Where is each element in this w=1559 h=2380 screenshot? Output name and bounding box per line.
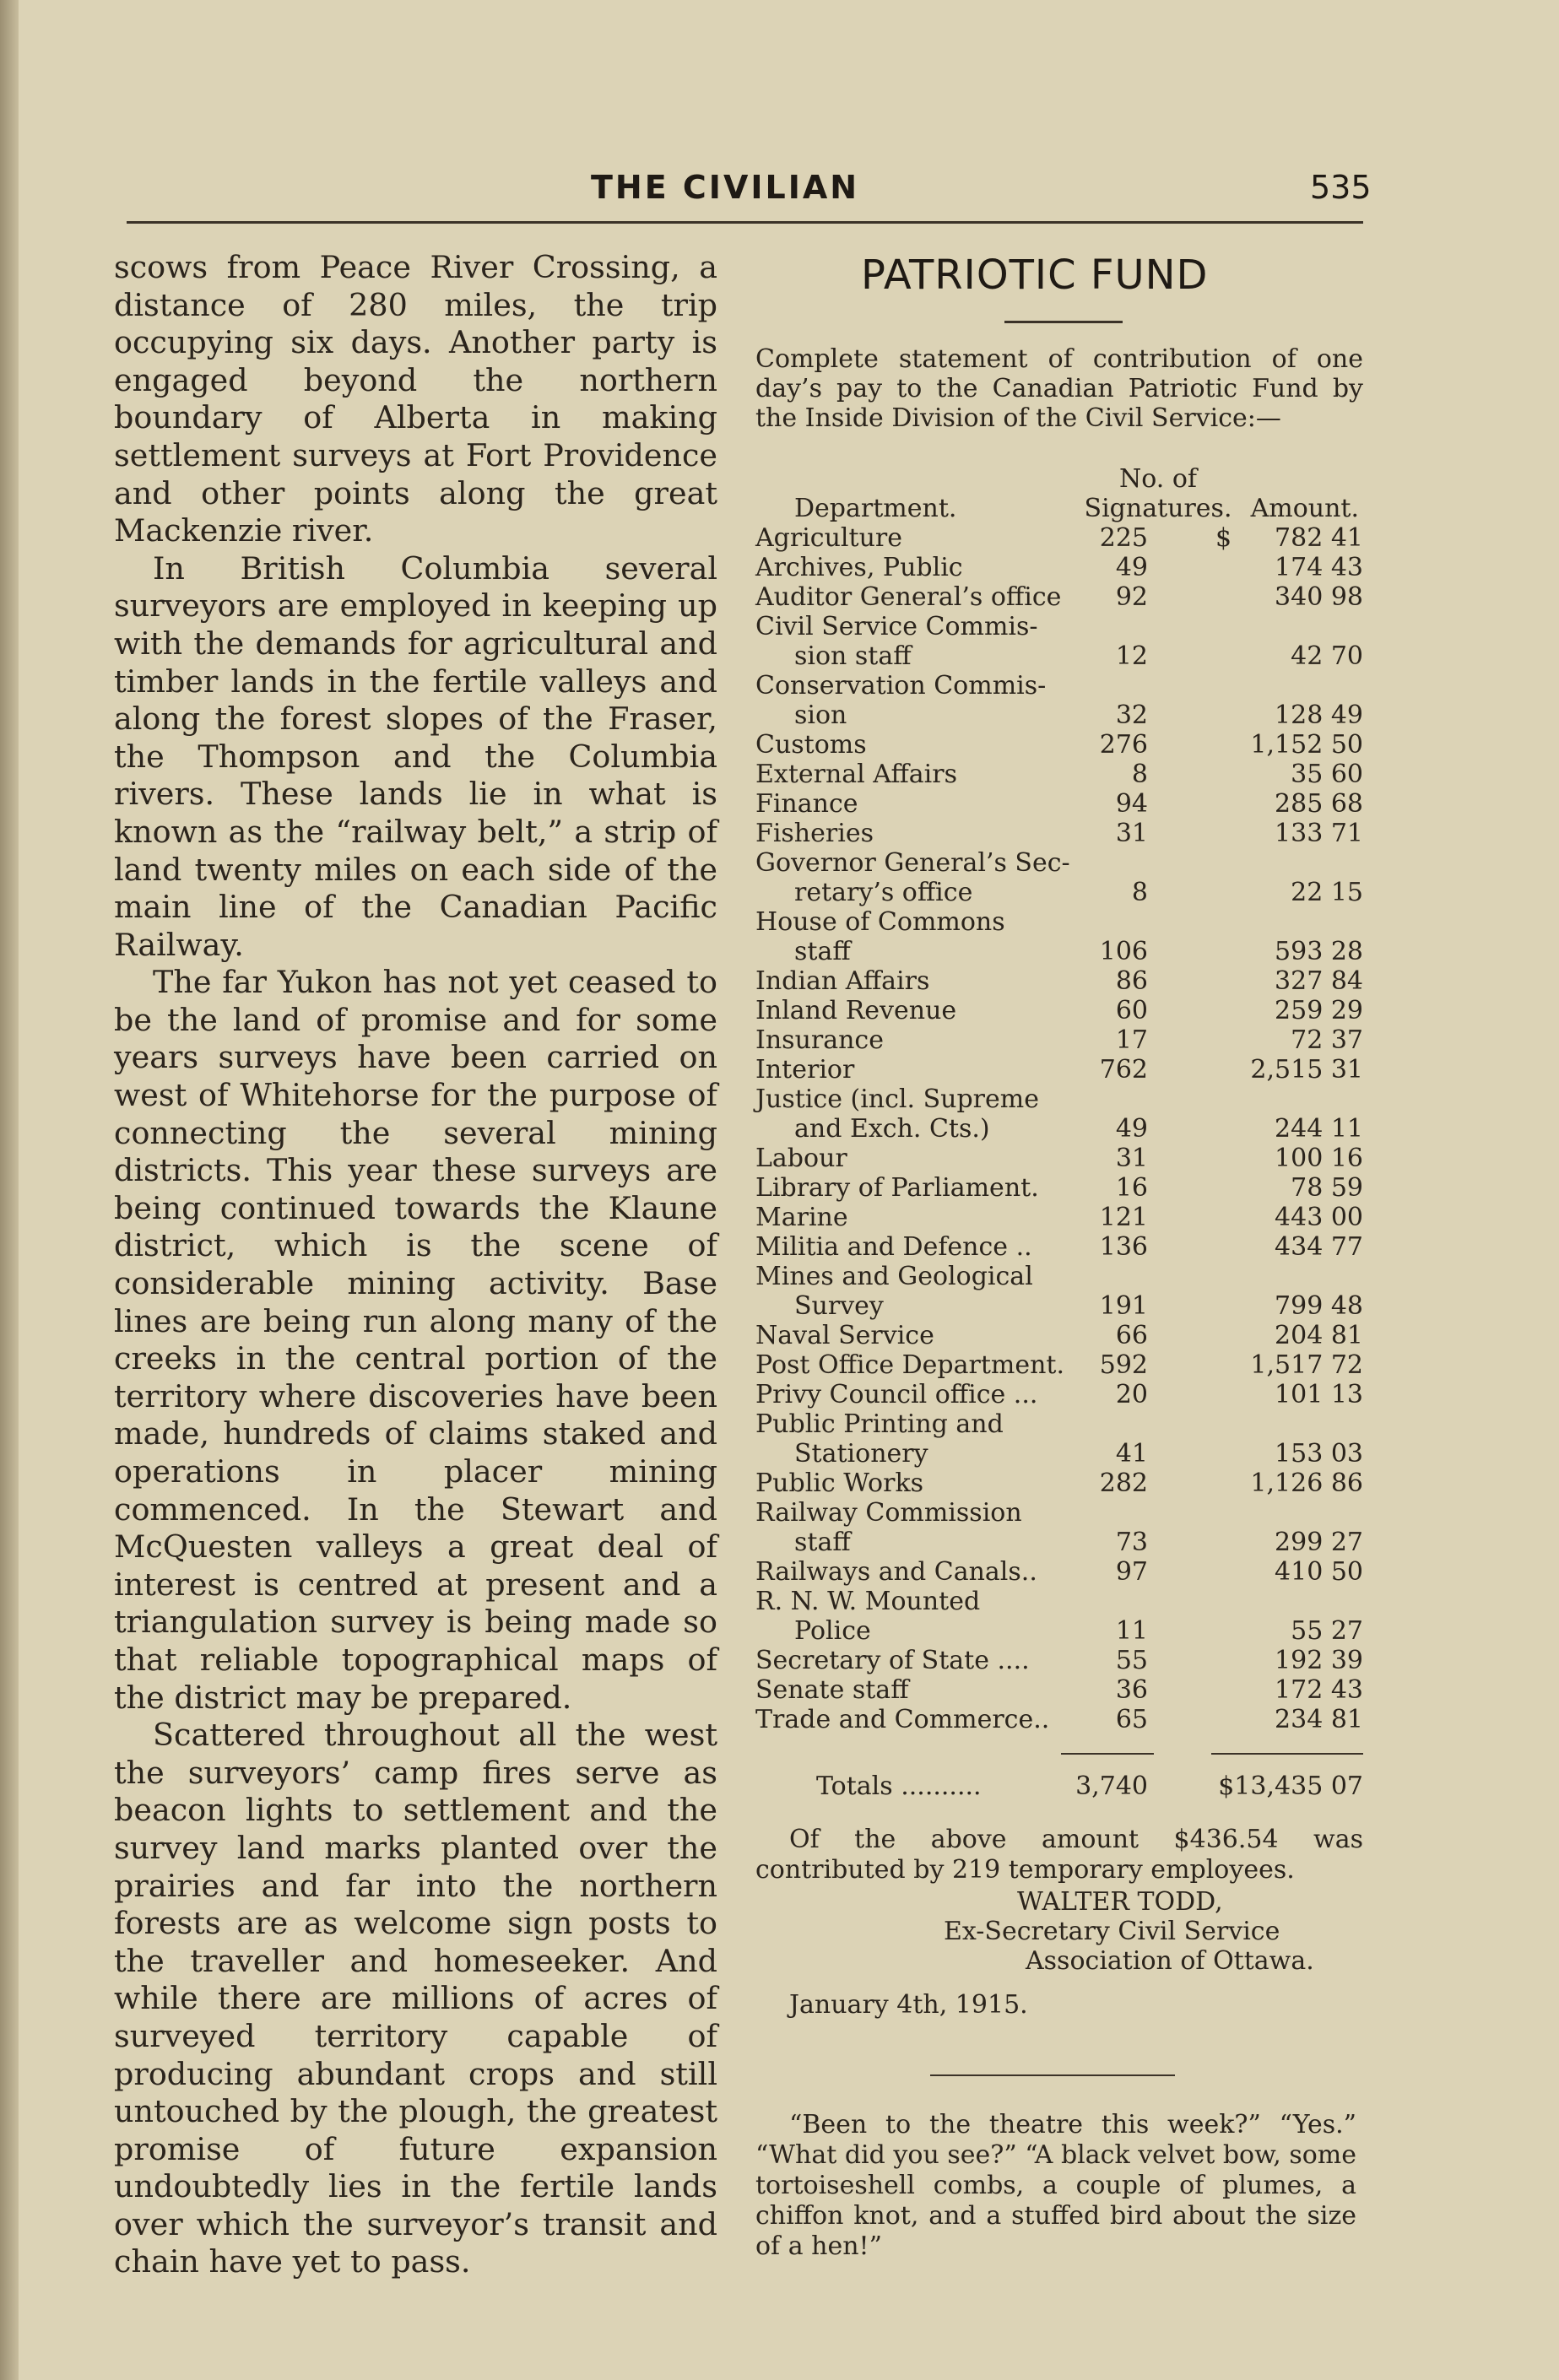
department-name-line: Railways and Canals.. (755, 1557, 1037, 1587)
amount-value: 443 00 (1275, 1203, 1363, 1232)
department-name-line: Trade and Commerce.. (755, 1705, 1050, 1734)
col-header-signatures-line1: No. of (1118, 464, 1198, 494)
department-name (755, 907, 1093, 966)
department-name-continuation: sion (794, 700, 847, 730)
department-name-continuation: retary’s office (794, 878, 973, 907)
signatory-title-line2: Association of Ottawa. (1026, 1946, 1314, 1976)
table-row (755, 819, 1363, 848)
amount-value: 593 28 (1275, 937, 1363, 966)
department-name (755, 1646, 1093, 1675)
statement-date: January 4th, 1915. (789, 1990, 1028, 2020)
amount-value: 22 15 (1291, 878, 1363, 907)
amount-value: 799 48 (1275, 1291, 1363, 1321)
signature-count: 276 (1099, 730, 1148, 760)
department-name-line: Interior (755, 1055, 855, 1085)
department-name-line: Post Office Department. (755, 1350, 1065, 1380)
signature-count: 121 (1099, 1203, 1148, 1232)
table-row (755, 1085, 1363, 1144)
department-name-line: Finance (755, 789, 858, 819)
signature-count: 106 (1099, 937, 1148, 966)
amount-value: 410 50 (1275, 1557, 1363, 1587)
signature-count: 225 (1099, 523, 1148, 553)
article-paragraph: scows from Peace River Crossing, a distance of 280 miles, the trip occupying six days. Another party is engaged beyond the northern boundary of Alberta in making settlement surveys at Fort Providence and other points along the great Mackenzie river. (114, 249, 717, 549)
amount-value: 1,517 72 (1250, 1350, 1363, 1380)
signature-count: 55 (1115, 1646, 1148, 1675)
table-row (755, 523, 1363, 553)
signature-count: 49 (1115, 553, 1148, 582)
amount-value: 1,152 50 (1250, 730, 1363, 760)
signature-count: 31 (1115, 819, 1148, 848)
signature-count: 592 (1099, 1350, 1148, 1380)
table-row (755, 760, 1363, 789)
department-name (755, 996, 1093, 1025)
table-row (755, 1380, 1363, 1409)
department-name-continuation: staff (794, 937, 851, 966)
department-name-line: Privy Council office ... (755, 1380, 1038, 1409)
table-row (755, 1232, 1363, 1262)
sum-rules (755, 1734, 1363, 1771)
table-row (755, 1055, 1363, 1085)
department-name-line: Conservation Commis- (755, 671, 1047, 700)
table-row (755, 1173, 1363, 1203)
department-name-continuation: sion staff (794, 641, 912, 671)
amount-value: 285 68 (1275, 789, 1363, 819)
col-header-signatures-line2: Signatures. (1084, 494, 1232, 523)
signature-count: 136 (1099, 1232, 1148, 1262)
department-name (755, 1675, 1093, 1705)
department-name (755, 848, 1093, 907)
department-name (755, 1232, 1093, 1262)
signature-count: 49 (1115, 1114, 1148, 1144)
department-name (755, 1587, 1093, 1646)
table-row (755, 848, 1363, 907)
fund-intro: Complete statement of contribution of one day’s pay to the Canadian Patriotic Fund by the Inside Division of the Civil Service:— (755, 344, 1363, 433)
amount-value: 128 49 (1275, 700, 1363, 730)
department-name (755, 1350, 1093, 1380)
signature-count: 31 (1115, 1144, 1148, 1173)
amount-value: 153 03 (1275, 1439, 1363, 1469)
table-row (755, 553, 1363, 582)
article-paragraph: Scattered throughout all the west the surveyors’ camp fires serve as beacon lights to settlement and the survey land marks planted over the prairies and far into the northern forests are as welcome sign posts to the traveller and homeseeker. And while there are millions of acres of surveyed territory capable of producing abundant crops and still untouched by the plough, the greatest promise of future expansion undoubtedly lies in the fertile lands over which the surveyor’s transit and chain have yet to pass. (114, 1717, 717, 2280)
department-name (755, 1203, 1093, 1232)
table-row (755, 1675, 1363, 1705)
dollar-sign: $ (1215, 523, 1232, 553)
department-name-line: R. N. W. Mounted (755, 1587, 981, 1616)
department-name (755, 1380, 1093, 1409)
department-name-line: Insurance (755, 1025, 884, 1055)
department-name-line: External Affairs (755, 760, 957, 789)
department-name (755, 1705, 1093, 1734)
department-name-line: Auditor General’s office (755, 582, 1062, 612)
signature-count: 32 (1115, 700, 1148, 730)
running-header-title: THE CIVILIAN (591, 169, 860, 206)
signature-count: 11 (1115, 1616, 1148, 1646)
department-name-continuation: and Exch. Cts.) (794, 1114, 990, 1144)
table-row (755, 1557, 1363, 1587)
department-name-line: Customs (755, 730, 867, 760)
amount-value: 133 71 (1275, 819, 1363, 848)
page-binding-edge (0, 0, 19, 2380)
table-row (755, 582, 1363, 612)
heading-rule (1004, 321, 1123, 323)
article-paragraph: In British Columbia several surveyors are employed in keeping up with the demands for agricultural and timber lands in the fertile valleys and along the forest slopes of the Fraser, the Thompson and the Columbia rivers. These lands lie in what is known as the “railway belt,” a strip of land twenty miles on each side of the main line of the Canadian Pacific Railway. (114, 549, 717, 963)
department-name-line: Public Works (755, 1469, 924, 1498)
table-row (755, 1705, 1363, 1734)
table-header (755, 464, 1363, 523)
totals-amount: $13,435 07 (1218, 1771, 1363, 1801)
amount-value: 192 39 (1275, 1646, 1363, 1675)
table-body (755, 523, 1363, 1734)
amount-sum-rule (1211, 1753, 1363, 1755)
col-header-amount: Amount. (1250, 494, 1359, 523)
signatory-title-line1: Ex-Secretary Civil Service (944, 1917, 1280, 1946)
department-name-line: Library of Parliament. (755, 1173, 1039, 1203)
amount-value: 340 98 (1275, 582, 1363, 612)
signature-count: 12 (1115, 641, 1148, 671)
department-name (755, 582, 1093, 612)
article-paragraph: The far Yukon has not yet ceased to be the land of promise and for some years surveys have been carried on west of Whitehorse for the purpose of connecting the several mining districts. This year these surveys are being continued towards the Klaune district, which is the scene of considerable mining activity. Base lines are being run along many of the creeks in the central portion of the territory where discoveries have been made, hundreds of claims staked and operations in placer mining commenced. In the Stewart and McQuesten valleys a great deal of interest is centred at present and a triangulation survey is being made so that reliable topographical maps of the district may be prepared. (114, 964, 717, 1716)
department-name-line: Militia and Defence .. (755, 1232, 1032, 1262)
signature-count: 36 (1115, 1675, 1148, 1705)
col-header-signatures (1061, 464, 1255, 523)
header-rule (127, 221, 1363, 224)
signature-count: 41 (1115, 1439, 1148, 1469)
signature-count: 20 (1115, 1380, 1148, 1409)
department-name (755, 1262, 1093, 1321)
section-divider (930, 2074, 1175, 2076)
department-name (755, 1144, 1093, 1173)
table-row (755, 1498, 1363, 1557)
department-name-line: Senate staff (755, 1675, 909, 1705)
department-name-line: Governor General’s Sec- (755, 848, 1070, 878)
department-name (755, 1469, 1093, 1498)
department-name-line: Civil Service Commis- (755, 612, 1038, 641)
table-row (755, 966, 1363, 996)
department-name-line: Public Printing and (755, 1409, 1004, 1439)
table-row (755, 1469, 1363, 1498)
department-name (755, 966, 1093, 996)
table-row (755, 1025, 1363, 1055)
page-number: 535 (1310, 169, 1372, 206)
department-name-line: Labour (755, 1144, 847, 1173)
signature-count: 94 (1115, 789, 1148, 819)
signature-count: 17 (1115, 1025, 1148, 1055)
table-row (755, 907, 1363, 966)
signature-count: 8 (1131, 760, 1148, 789)
amount-value: 782 41 (1275, 523, 1363, 553)
theatre-joke: “Been to the theatre this week?” “Yes.” “What did you see?” “A black velvet bow, some tortoiseshell combs, a couple of plumes, a chiffon knot, and a stuffed bird about the size of a hen!” (755, 2110, 1356, 2261)
department-name-line: Justice (incl. Supreme (755, 1085, 1039, 1114)
amount-value: 78 59 (1291, 1173, 1363, 1203)
department-name-line: Archives, Public (755, 553, 963, 582)
department-name-line: Inland Revenue (755, 996, 957, 1025)
department-name (755, 760, 1093, 789)
department-name (755, 1409, 1093, 1469)
totals-label: Totals .......... (816, 1771, 982, 1801)
amount-value: 101 13 (1275, 1380, 1363, 1409)
table-row (755, 730, 1363, 760)
department-name-continuation: staff (794, 1528, 851, 1557)
signatory-name: WALTER TODD, (1017, 1887, 1223, 1917)
amount-value: 172 43 (1275, 1675, 1363, 1705)
department-name-continuation: Police (794, 1616, 871, 1646)
department-name (755, 1498, 1093, 1557)
amount-value: 100 16 (1275, 1144, 1363, 1173)
signature-count: 73 (1115, 1528, 1148, 1557)
patriotic-fund-heading: PATRIOTIC FUND (861, 252, 1209, 299)
contribution-table (755, 464, 1363, 1805)
department-name (755, 553, 1093, 582)
signature-count: 16 (1115, 1173, 1148, 1203)
amount-value: 204 81 (1275, 1321, 1363, 1350)
department-name (755, 671, 1093, 730)
amount-value: 299 27 (1275, 1528, 1363, 1557)
table-row (755, 1646, 1363, 1675)
amount-value: 234 81 (1275, 1705, 1363, 1734)
table-row (755, 671, 1363, 730)
amount-value: 72 37 (1291, 1025, 1363, 1055)
amount-value: 55 27 (1291, 1616, 1363, 1646)
signature-count: 762 (1099, 1055, 1148, 1085)
table-row (755, 996, 1363, 1025)
department-name (755, 1173, 1093, 1203)
amount-value: 1,126 86 (1250, 1469, 1363, 1498)
amount-value: 174 43 (1275, 553, 1363, 582)
table-row (755, 1203, 1363, 1232)
department-name (755, 730, 1093, 760)
department-name-line: Fisheries (755, 819, 874, 848)
department-name-continuation: Stationery (794, 1439, 928, 1469)
department-name (755, 1321, 1093, 1350)
table-row (755, 789, 1363, 819)
department-name (755, 819, 1093, 848)
department-name-line: Mines and Geological (755, 1262, 1033, 1291)
temporary-employees-note: Of the above amount $436.54 was contributed by 219 temporary employees. (755, 1825, 1363, 1885)
department-name (755, 789, 1093, 819)
table-row (755, 1587, 1363, 1646)
signature-count: 92 (1115, 582, 1148, 612)
department-name (755, 1085, 1093, 1144)
department-name-line: Indian Affairs (755, 966, 930, 996)
table-row (755, 1409, 1363, 1469)
signature-count: 66 (1115, 1321, 1148, 1350)
amount-value: 434 77 (1275, 1232, 1363, 1262)
table-row (755, 1262, 1363, 1321)
signature-count: 86 (1115, 966, 1148, 996)
department-name-line: House of Commons (755, 907, 1005, 937)
signature-count: 97 (1115, 1557, 1148, 1587)
department-name (755, 1025, 1093, 1055)
table-row (755, 1144, 1363, 1173)
signature-count: 65 (1115, 1705, 1148, 1734)
department-name-line: Railway Commission (755, 1498, 1022, 1528)
signature-count: 282 (1099, 1469, 1148, 1498)
totals-signatures: 3,740 (1075, 1771, 1148, 1801)
amount-value: 244 11 (1275, 1114, 1363, 1144)
signatures-sum-rule (1061, 1753, 1154, 1755)
table-row (755, 1350, 1363, 1380)
amount-value: 35 60 (1291, 760, 1363, 789)
department-name (755, 523, 1093, 553)
department-name (755, 612, 1093, 671)
amount-value: 42 70 (1291, 641, 1363, 671)
table-row (755, 612, 1363, 671)
signature-count: 60 (1115, 996, 1148, 1025)
department-name (755, 1055, 1093, 1085)
amount-value: 259 29 (1275, 996, 1363, 1025)
article-left-column (114, 249, 717, 2281)
signature-count: 191 (1099, 1291, 1148, 1321)
department-name-continuation: Survey (794, 1291, 884, 1321)
col-header-department: Department. (794, 494, 957, 523)
department-name-line: Agriculture (755, 523, 902, 553)
amount-value: 327 84 (1275, 966, 1363, 996)
signature-count: 8 (1131, 878, 1148, 907)
department-name-line: Marine (755, 1203, 848, 1232)
table-row (755, 1321, 1363, 1350)
department-name-line: Secretary of State .... (755, 1646, 1030, 1675)
totals-row (755, 1771, 1363, 1805)
department-name-line: Naval Service (755, 1321, 934, 1350)
department-name (755, 1557, 1093, 1587)
amount-value: 2,515 31 (1250, 1055, 1363, 1085)
